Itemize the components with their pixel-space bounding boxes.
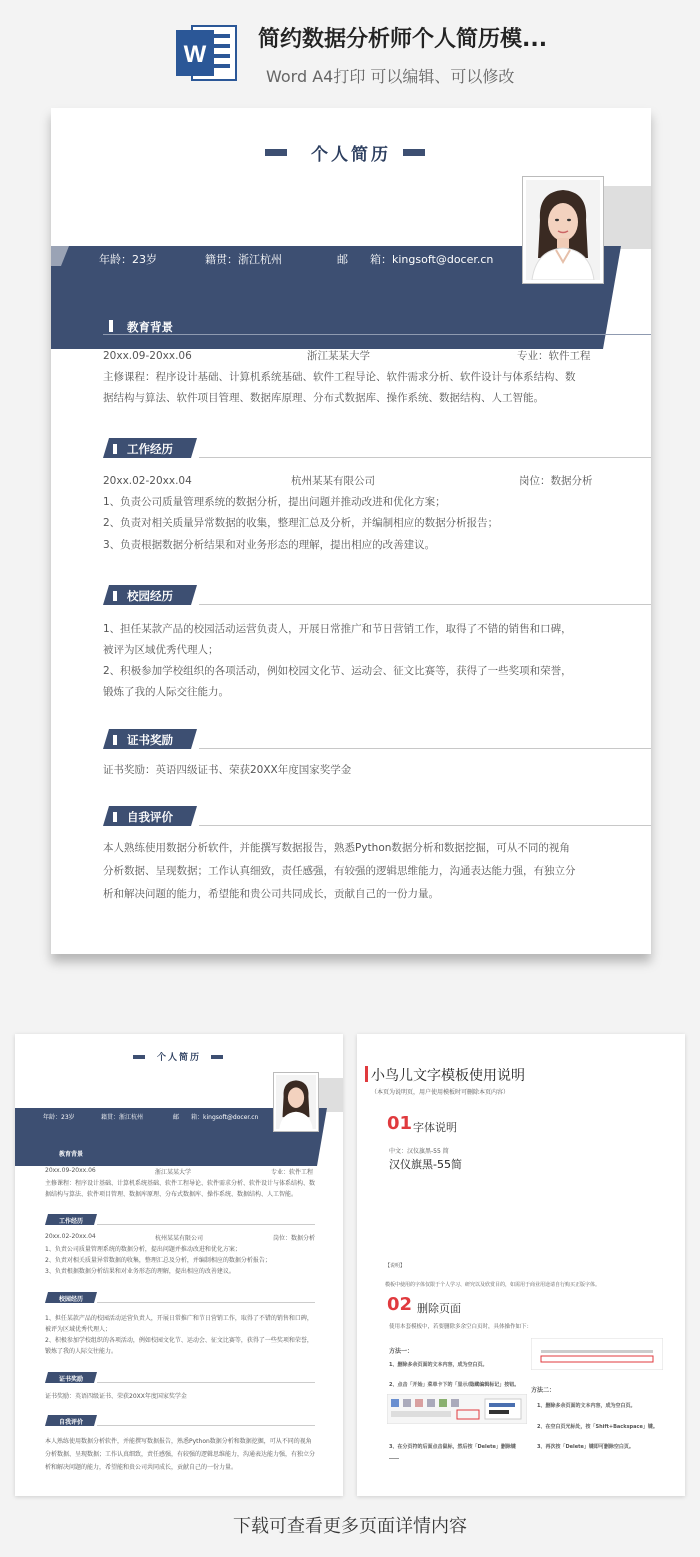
section-divider xyxy=(199,825,651,826)
page-title: 简约数据分析师个人简历模... xyxy=(258,27,548,52)
thumb-info-origin: 籍贯：浙江杭州 xyxy=(101,1114,144,1121)
section-work-heading xyxy=(103,438,651,458)
campus-line-2: 被评为区域优秀代理人； xyxy=(103,644,219,656)
section-divider xyxy=(199,748,651,749)
self-line-1: 本人熟练使用数据分析软件，并能撰写数据报告，熟悉Python数据分析和数据挖掘，可从不同的视角 xyxy=(103,842,570,854)
gray-accent-block xyxy=(603,186,651,249)
thumb-campus-2: 被评为区域优秀代理人； xyxy=(45,1326,112,1333)
work-position: 岗位：数据分析 xyxy=(519,475,593,487)
guide-title: 小鸟儿文字模板使用说明 xyxy=(371,1068,525,1084)
guide-accent-bar xyxy=(365,1066,368,1082)
thumb-campus-1: 1、担任某款产品的校园活动运营负责人，开展日常推广和节日营销工作，取得了不错的销售和口碑， xyxy=(45,1315,313,1322)
thumb-edu-major: 专业：软件工程 xyxy=(271,1169,314,1176)
guide-note-text: 模板中使用的字体仅限于个人学习、研究以及欣赏目的，如需用于商业用途请自行购买正版字体。 xyxy=(385,1282,601,1288)
work-item-3: 3、负责根据数据分析结果和对业务形态的理解，提出相应的改善建议。 xyxy=(103,539,436,551)
thumb-campus-3: 2、积极参加学校组织的各项活动，例如校园文化节、运动会、征文比赛等，获得了一些奖项和荣誉， xyxy=(45,1337,313,1344)
title-bar-right xyxy=(403,149,425,156)
campus-line-4: 锻炼了我的人际交往能力。 xyxy=(103,686,229,698)
thumb-work-1: 1、负责公司质量管理系统的数据分析，提出问题并推动改进和优化方案； xyxy=(45,1246,241,1253)
thumb-work-period: 20xx.02-20xx.04 xyxy=(45,1233,96,1240)
thumb-photo xyxy=(273,1072,319,1132)
work-period: 20xx.02-20xx.04 xyxy=(103,475,192,487)
thumb-self-1: 本人熟练使用数据分析软件，并能撰写数据报告，熟悉Python数据分析和数据挖掘，可从不同的视角 xyxy=(45,1438,312,1445)
section-label: 教育背景 xyxy=(127,320,173,334)
thumb-edu-period: 20xx.09-20xx.06 xyxy=(45,1167,96,1174)
campus-line-1: 1、担任某款产品的校园活动运营负责人，开展日常推广和节日营销工作，取得了不错的销售和口碑， xyxy=(103,623,572,635)
info-email: 邮 箱：kingsoft@docer.cn xyxy=(337,253,494,266)
section-label: 证书奖励 xyxy=(127,733,173,747)
guide-note-tag: 【说明】 xyxy=(385,1263,406,1269)
guide-doc-screenshot xyxy=(531,1338,663,1370)
guide-method2: 方法二： xyxy=(531,1387,556,1394)
word-logo-icon xyxy=(174,20,240,86)
guide-sec2-num: 02 xyxy=(387,1294,413,1315)
edu-courses-line1: 主修课程：程序设计基础、计算机系统基础、软件工程导论、软件需求分析、软件设计与体系结构、数 xyxy=(103,371,576,383)
guide-method1-step3: 3、在分页符的后面点击鼠标，然后按「Delete」删除键 xyxy=(389,1444,516,1450)
work-item-2: 2、负责对相关质量异常数据的收集，整理汇总及分析，并编制相应的数据分析报告； xyxy=(103,517,499,529)
edu-courses-line2: 据结构与算法、软件项目管理、数据库原理、分布式数据库、操作系统、数据结构、人工智能。 xyxy=(103,392,544,404)
thumbnail-resume[interactable] xyxy=(15,1034,343,1496)
guide-method2-step3: 3、再次按「Delete」键即可删除空白页。 xyxy=(537,1444,634,1450)
logo-letter: W xyxy=(183,41,207,68)
thumb-awards: 证书奖励：英语四级证书、荣获20XX年度国家奖学金 xyxy=(45,1393,187,1400)
section-divider xyxy=(103,334,651,335)
thumb-work-company: 杭州某某有限公司 xyxy=(155,1235,204,1242)
section-label: 自我评价 xyxy=(127,810,173,824)
section-divider xyxy=(199,457,651,458)
thumbnail-guide[interactable] xyxy=(357,1034,685,1496)
thumb-edu-courses2: 据结构与算法、软件项目管理、数据库原理、分布式数据库、操作系统、数据结构、人工智能。 xyxy=(45,1191,298,1198)
self-line-2: 分析数据、呈现数据；工作认真细致，责任感强，有较强的逻辑思维能力，沟通表达能力强，有独立分 xyxy=(103,865,576,877)
thumb-work-position: 岗位：数据分析 xyxy=(273,1235,316,1242)
thumb-edu-courses1: 主修课程：程序设计基础、计算机系统基础、软件工程导论、软件需求分析、软件设计与体系结构、数 xyxy=(45,1180,316,1187)
section-awards-heading xyxy=(103,729,651,749)
section-divider xyxy=(199,604,651,605)
section-self-heading xyxy=(103,806,651,826)
awards-text: 证书奖励：英语四级证书、荣获20XX年度国家奖学金 xyxy=(103,764,352,776)
thumb-sec-awards: 证书奖励 xyxy=(59,1376,84,1383)
edu-period: 20xx.09-20xx.06 xyxy=(103,350,192,362)
work-item-1: 1、负责公司质量管理系统的数据分析，提出问题并推动改进和优化方案； xyxy=(103,496,446,508)
guide-sec1-num: 01 xyxy=(387,1113,413,1134)
thumb-sec-edu: 教育背景 xyxy=(59,1151,84,1158)
guide-sec2-desc: 使用本套模板中，若要删除多余空白页时，具体操作如下： xyxy=(389,1324,533,1330)
section-campus-heading xyxy=(103,585,651,605)
thumb-sec-campus: 校园经历 xyxy=(59,1296,84,1303)
section-label: 校园经历 xyxy=(127,589,173,603)
guide-method2-step1: 1、删除多余页面的文本内容，成为空白页。 xyxy=(537,1403,636,1409)
guide-method2-step2: 2、在空白页光标处，按「Shift+Backspace」键。 xyxy=(537,1424,658,1430)
resume-title: 个人简历 xyxy=(311,145,391,165)
profile-photo xyxy=(522,176,604,284)
thumb-work-2: 2、负责对相关质量异常数据的收集，整理汇总及分析，并编制相应的数据分析报告； xyxy=(45,1257,271,1264)
thumb-sec-work: 工作经历 xyxy=(59,1218,84,1225)
thumb-edu-school: 浙江某某大学 xyxy=(155,1169,192,1176)
thumb-resume-title: 个人简历 xyxy=(156,1053,201,1063)
guide-font-label: 中文：汉仪旗黑-55 简 xyxy=(389,1148,449,1155)
thumb-info-email: 邮 箱：kingsoft@docer.cn xyxy=(173,1114,259,1121)
info-age: 年龄：23岁 xyxy=(99,253,157,266)
guide-font-name: 汉仪旗黑-55简 xyxy=(389,1158,462,1171)
download-caption: 下载可查看更多页面详情内容 xyxy=(233,1516,467,1537)
section-education-heading xyxy=(103,314,651,334)
campus-line-3: 2、积极参加学校组织的各项活动，例如校园文化节、运动会、征文比赛等，获得了一些奖项和荣誉， xyxy=(103,665,572,677)
edu-major: 专业：软件工程 xyxy=(517,350,591,362)
edu-school: 浙江某某大学 xyxy=(307,350,370,362)
guide-subtitle: （本页为说明页，用户使用模板时可删除本页内容） xyxy=(371,1089,510,1096)
info-origin: 籍贯：浙江杭州 xyxy=(205,253,282,266)
self-line-3: 析和解决问题的能力，希望能和贵公司共同成长，贡献自己的一份力量。 xyxy=(103,888,439,900)
page-subtitle: Word A4打印 可以编辑、可以修改 xyxy=(266,67,515,86)
thumb-self-2: 分析数据、呈现数据；工作认真细致，责任感强，有较强的逻辑思维能力，沟通表达能力强，有独立分 xyxy=(45,1451,316,1458)
guide-method1-step2: 2、点击「开始」菜单卡下的「显示/隐藏编辑标记」按钮。 xyxy=(389,1382,520,1388)
resume-preview xyxy=(51,108,651,954)
thumb-info-age: 年龄：23岁 xyxy=(43,1114,75,1121)
thumb-sec-self: 自我评价 xyxy=(59,1419,84,1426)
guide-sec2-title: 删除页面 xyxy=(417,1302,461,1315)
guide-method1-step1: 1、删除多余页面的文本内容，成为空白页。 xyxy=(389,1362,488,1368)
thumb-work-3: 3、负责根据数据分析结果和对业务形态的理解，提出相应的改善建议。 xyxy=(45,1268,235,1275)
guide-toolbar-screenshot xyxy=(387,1394,527,1424)
thumb-self-3: 析和解决问题的能力，希望能和贵公司共同成长，贡献自己的一份力量。 xyxy=(45,1464,238,1471)
work-company: 杭州某某有限公司 xyxy=(291,475,375,487)
section-label: 工作经历 xyxy=(127,442,173,456)
guide-sec1-title: 字体说明 xyxy=(413,1121,457,1134)
guide-method1: 方法一： xyxy=(389,1348,414,1355)
thumb-campus-4: 锻炼了我的人际交往能力。 xyxy=(45,1348,118,1355)
